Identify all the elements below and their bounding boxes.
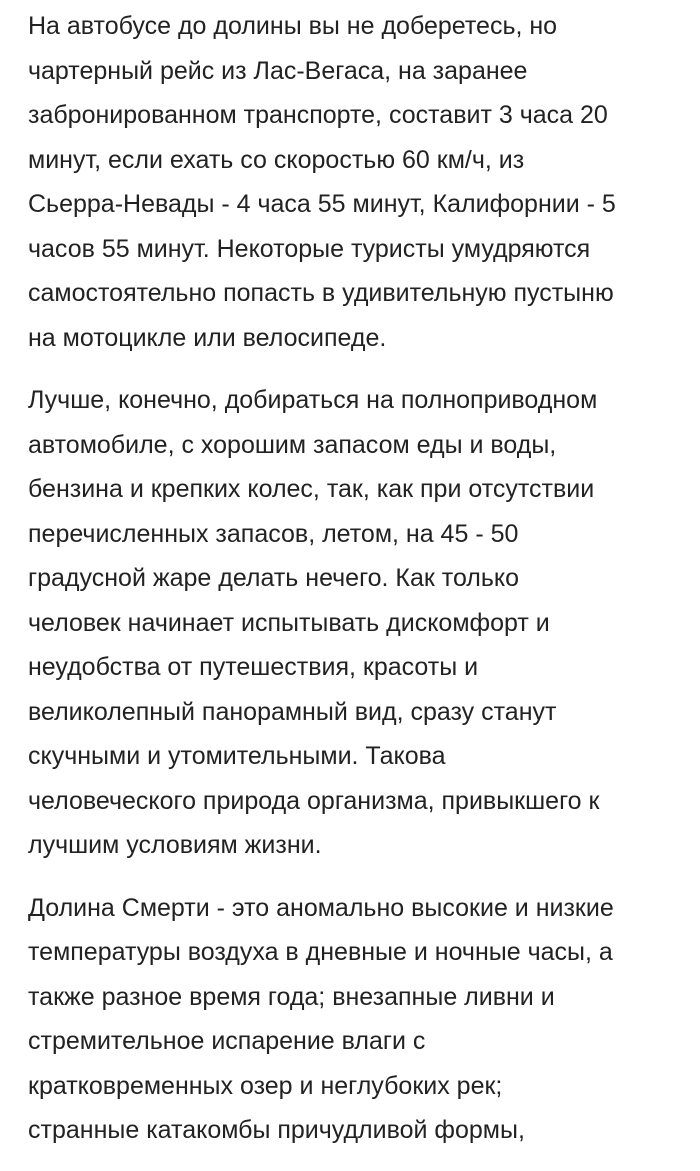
text-line: на мотоцикле или велосипеде.	[28, 323, 387, 352]
text-line: На автобусе до долины вы не доберетесь, но	[28, 12, 558, 40]
text-line: самостоятельно попасть в удивительную пустыню	[28, 279, 614, 307]
text-line: кратковременных озер и неглубоких рек;	[28, 1071, 503, 1100]
paragraph-1	[28, 4, 676, 360]
text-line: стремительное испарение влаги с	[28, 1027, 426, 1055]
paragraph-3	[28, 886, 676, 1153]
text-line: температуры воздуха в дневные и ночные часы, а	[28, 938, 613, 966]
paragraph-2	[28, 378, 676, 868]
text-line: человек начинает испытывать дискомфорт и	[28, 608, 550, 637]
text-line: человеческого природа организма, привыкшего к	[28, 786, 600, 815]
text-line: Долина Смерти - это аномально высокие и низкие	[28, 893, 614, 922]
text-line: неудобства от путешествия, красоты и	[28, 653, 479, 681]
text-line: лучшим условиям жизни.	[28, 831, 322, 859]
text-line: великолепный панорамный вид, сразу станут	[28, 697, 557, 726]
text-line: часов 55 минут. Некоторые туристы умудряются	[28, 234, 591, 263]
text-line: странные катакомбы причудливой формы,	[28, 1116, 525, 1144]
text-line: Сьерра-Невады - 4 часа 55 минут, Калифорнии - 5	[28, 190, 616, 218]
text-line: бензина и крепких колес, так, как при отсутствии	[28, 475, 595, 503]
text-line: минут, если ехать со скоростью 60 км/ч, из	[28, 145, 525, 174]
text-line: также разное время года; внезапные ливни и	[28, 982, 555, 1011]
text-line: Лучше, конечно, добираться на полноприводном	[28, 386, 598, 414]
text-line: градусной жаре делать нечего. Как только	[28, 564, 520, 592]
text-line: забронированном транспорте, составит 3 часа 20	[28, 101, 608, 129]
text-line: автомобиле, с хорошим запасом еды и воды,	[28, 430, 557, 459]
article-body	[28, 4, 676, 1171]
text-line: скучными и утомительными. Такова	[28, 742, 446, 770]
text-line: чартерный рейс из Лас-Вегаса, на заранее	[28, 56, 528, 85]
text-line: перечисленных запасов, летом, на 45 - 50	[28, 519, 519, 548]
